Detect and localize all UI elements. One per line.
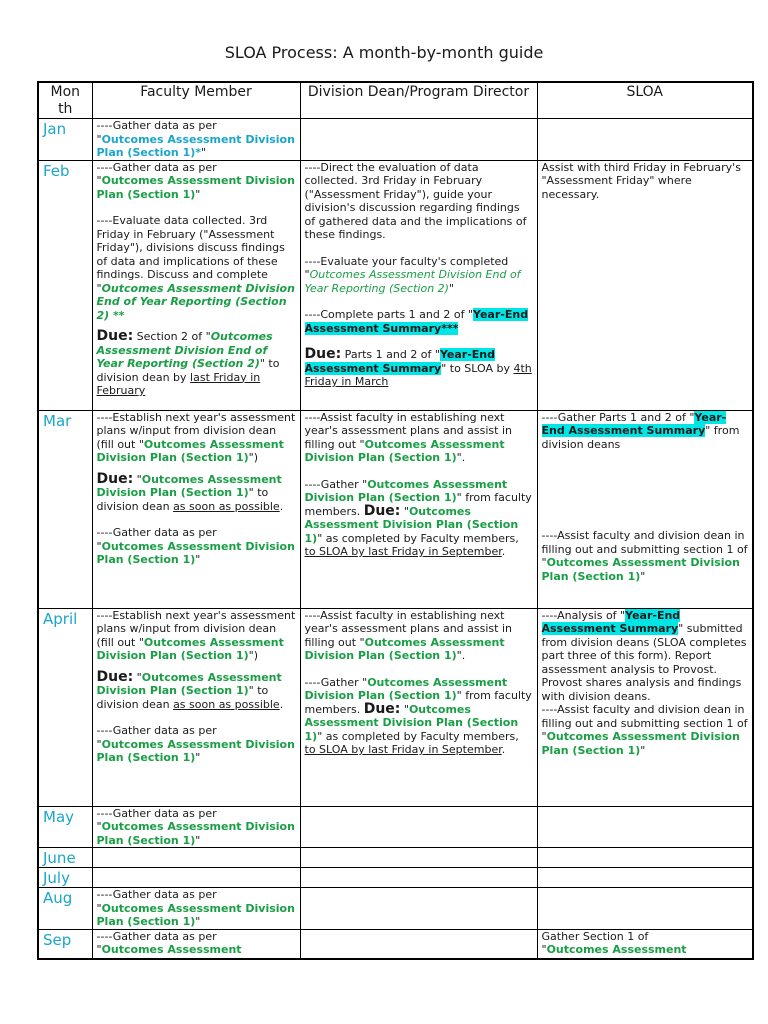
jan-dean [300,119,537,161]
jul-faculty [92,868,300,888]
may-sloa [537,806,753,848]
header-dean: Division Dean/Program Director [300,82,537,119]
month-feb: Feb [38,160,92,410]
jul-dean [300,868,537,888]
apr-faculty: ----Establish next year's assessment plans w/input from division dean (fill out "Outcomes Assessment Division Plan (Section 1)") Due: "Outcomes Assessment Division Plan (Section 1)" to division dean as soon as possible. ----Gather data as per "Outcomes Assessment Division Plan (Section 1)" [92,608,300,806]
aug-dean [300,888,537,930]
mar-dean: ----Assist faculty in establishing next year's assessment plans and assist in filling out "Outcomes Assessment Division Plan (Section 1)". ----Gather "Outcomes Assessment Division Plan (Section 1)" from faculty members. Due: "Outcomes Assessment Division Plan (Section 1)" as completed by Faculty members, to SLOA by last Friday in September. [300,410,537,608]
page-title: SLOA Process: A month-by-month guide [224,43,544,62]
feb-dean: ----Direct the evaluation of data collected. 3rd Friday in February ("Assessment Friday"), guide your division's discussion regarding findings of gathered data and the implications of these findings. ----Evaluate your faculty's completed "Outcomes Assessment Division End of Year Reporting (Section 2)" ----Complete parts 1 and 2 of "Year-End Assessment Summary*** Due: Parts 1 and 2 of "Year-End Assessment Summary" to SLOA by 4th Friday in March [300,160,537,410]
aug-sloa [537,888,753,930]
mar-faculty: ----Establish next year's assessment plans w/input from division dean (fill out "Outcomes Assessment Division Plan (Section 1)") Due: "Outcomes Assessment Division Plan (Section 1)" to division dean as soon as possible. ----Gather data as per "Outcomes Assessment Division Plan (Section 1)" [92,410,300,608]
row-jan [38,119,753,161]
jan-sloa [537,119,753,161]
row-jul [38,868,753,888]
header-month: Mon th [38,82,92,119]
aug-faculty: ----Gather data as per "Outcomes Assessment Division Plan (Section 1)" [92,888,300,930]
apr-sloa: ----Analysis of "Year-End Assessment Summary" submitted from division deans (SLOA completes part three of this form). Report assessment analysis to Provost. Provost shares analysis and findings with division deans. ----Assist faculty and division dean in filling out and submitting section 1 of "Outcomes Assessment Division Plan (Section 1)" [537,608,753,806]
row-feb [38,160,753,410]
month-sep: Sep [38,929,92,959]
jun-faculty [92,848,300,868]
month-jun: June [38,848,92,868]
jun-dean [300,848,537,868]
month-jul: July [38,868,92,888]
row-aug [38,888,753,930]
row-jun [38,848,753,868]
header-row [38,82,753,119]
sep-sloa: Gather Section 1 of "Outcomes Assessment [537,929,753,959]
apr-dean: ----Assist faculty in establishing next year's assessment plans and assist in filling out "Outcomes Assessment Division Plan (Section 1)". ----Gather "Outcomes Assessment Division Plan (Section 1)" from faculty members. Due: "Outcomes Assessment Division Plan (Section 1)" as completed by Faculty members, to SLOA by last Friday in September. [300,608,537,806]
sep-faculty: ----Gather data as per "Outcomes Assessment [92,929,300,959]
month-aug: Aug [38,888,92,930]
month-apr: April [38,608,92,806]
jul-sloa [537,868,753,888]
feb-faculty: ----Gather data as per "Outcomes Assessment Division Plan (Section 1)" ----Evaluate data collected. 3rd Friday in February ("Assessment Friday"), divisions discuss findings of data and implications of these findings. Discuss and complete "Outcomes Assessment Division End of Year Reporting (Section 2) ** Due: Section 2 of "Outcomes Assessment Division End of Year Reporting (Section 2)" to division dean by last Friday in February [92,160,300,410]
month-may: May [38,806,92,848]
mar-sloa: ----Gather Parts 1 and 2 of "Year-End Assessment Summary" from division deans ----Assist faculty and division dean in filling out and submitting section 1 of "Outcomes Assessment Division Plan (Section 1)" [537,410,753,608]
row-sep [38,929,753,959]
may-dean [300,806,537,848]
header-faculty: Faculty Member [92,82,300,119]
header-sloa: SLOA [537,82,753,119]
row-may [38,806,753,848]
jun-sloa [537,848,753,868]
may-faculty: ----Gather data as per "Outcomes Assessment Division Plan (Section 1)" [92,806,300,848]
month-jan: Jan [38,119,92,161]
row-mar [38,410,753,608]
feb-sloa: Assist with third Friday in February's "Assessment Friday" where necessary. [537,160,753,410]
jan-faculty: ----Gather data as per "Outcomes Assessment Division Plan (Section 1)*" [92,119,300,161]
row-apr [38,608,753,806]
sep-dean [300,929,537,959]
month-guide-table [37,81,754,960]
month-mar: Mar [38,410,92,608]
